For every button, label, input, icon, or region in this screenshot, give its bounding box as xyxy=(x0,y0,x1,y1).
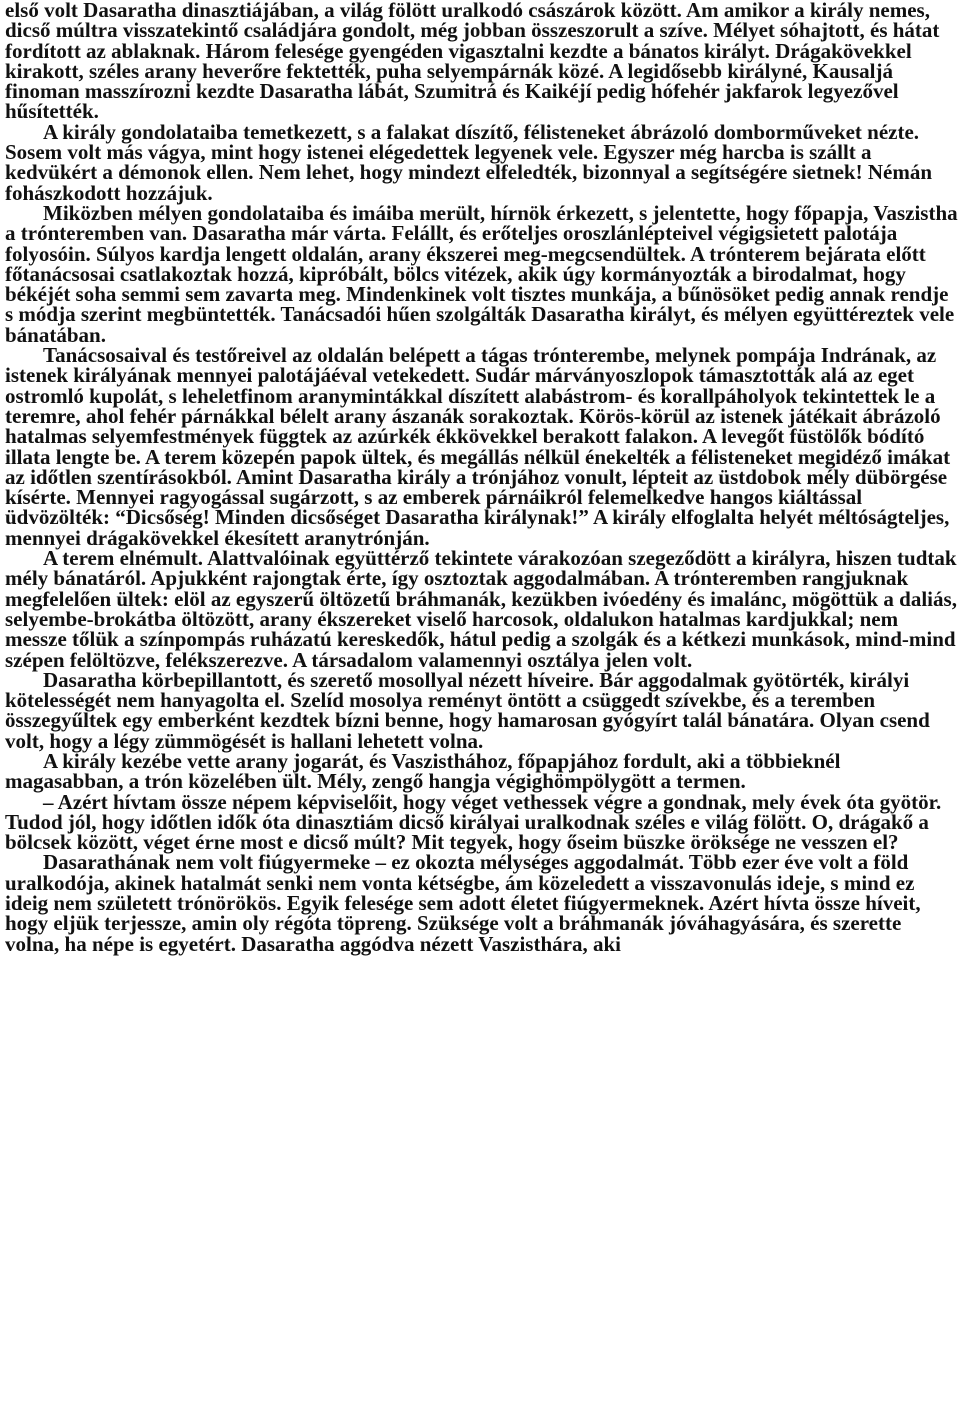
paragraph-5: A terem elnémult. Alattvalóinak együttérző tekintete várakozóan szegeződött a királyra, hiszen tudtak mély bánatáról. Apjukként rajongtak érte, így osztoztak aggodalmában. A trónteremben rangjuknak megfelelően ültek: elöl az egyszerű öltözetű bráhmanák, kezükben ivóedény és imalánc, mögöttük a daliás, selyembe-brokátba öltözött, arany ékszereket viselő harcosok, oldalukon hatalmas kardjukkal; nem messze tőlük a színpompás ruházatú kereskedők, hátul pedig a szolgák és a kétkezi munkások, mind-mind szépen felöltözve, felékszerezve. A társadalom valamennyi osztálya jelen volt. xyxy=(5,546,957,672)
paragraph-9: Dasarathának nem volt fiúgyermeke – ez okozta mélységes aggodalmát. Több ezer éve volt a föld uralkodója, akinek hatalmát senki nem vonta kétségbe, ám közeledett a visszavonulás ideje, s mind ez ideig nem született trónörökös. Egyik felesége sem adott életet fiúgyermeknek. Azért hívta össze híveit, hogy eljük terjessze, amin oly régóta töpreng. Szüksége volt a bráhmanák jóváhagyására, és szerette volna, ha népe is egyetért. Dasaratha aggódva nézett Vaszisthára, aki xyxy=(5,850,921,956)
paragraph-8: – Azért hívtam össze népem képviselőit, hogy véget vethessek végre a gondnak, mely évek óta gyötör. Tudod jól, hogy időtlen idők óta dinasztiám dicső királyai uralkodnak széles e világ fölött. O, drágakő a bölcsek között, véget érne most e dicső múlt? Mit tegyek, hogy őseim büszke öröksége ne vesszen el? xyxy=(5,789,942,855)
paragraph-6: Dasaratha körbepillantott, és szerető mosollyal nézett híveire. Bár aggodalmak gyötörték, királyi kötelességét nem hanyagolta el. Szelíd mosolya reményt öntött a csüggedt szívekbe, és a teremben összegyűltek egy emberként kezdtek bízni benne, hogy hamarosan gyógyírt talál bánatára. Olyan csend volt, hogy a légy zümmögését is hallani lehetett volna. xyxy=(5,667,930,753)
paragraph-3: Miközben mélyen gondolataiba és imáiba merült, hírnök érkezett, s jelentette, hogy főpapja, Vaszistha a trónteremben van. Dasaratha már várta. Felállt, és erőteljes oroszlánlépteivel végigsietett palotája folyosóin. Súlyos kardja lengett oldalán, arany ékszerei meg-megcsendültek. A trónterem bejárata előtt főtanácsosai csatlakoztak hozzá, kipróbált, bölcs vitézek, akik úgy kormányozták a birodalmat, hogy békéjét soha semmi sem zavarta meg. Mindenkinek volt tisztes munkája, a bűnösöket pedig annak rendje s módja szerint megbüntették. Tanácsadói hűen szolgálták Dasaratha királyt, és mélyen együttéreztek vele bánatában. xyxy=(5,200,958,347)
paragraph-7: A király kezébe vette arany jogarát, és Vaszisthához, főpapjához fordult, aki a többieknél magasabban, a trón közelében ült. Mély, zengő hangja végighömpölygött a termen. xyxy=(5,748,841,794)
paragraph-2: A király gondolataiba temetkezett, s a falakat díszítő, félisteneket ábrázoló domborműveket nézte. Sosem volt más vágya, mint hogy istenei elégedettek legyenek vele. Egyszer még harcba is szállt a kedvükért a démonok ellen. Nem lehet, hogy mindezt elfeledték, bizonnyal a segítségére sietnek! Némán fohászkodott hozzájuk. xyxy=(5,119,933,205)
paragraph-4: Tanácsosaival és testőreivel az oldalán belépett a tágas trónterembe, melynek pompája Indrának, az istenek királyának mennyei palotájáéval vetekedett. Sudár márványoszlopok támasztották alá az eget ostromló kupolát, s leheletfinom aranymintákkal díszített alabástrom- és korallpáholyok tekintettek le a teremre, ahol fehér párnákkal bélelt arany ászanák sorakoztak. Körös-körül az istenek játékait ábrázoló hatalmas selyemfestmények függtek az azúrkék ékkövekkel berakott falakon. A levegőt füstölők bódító illata lengte be. A terem közepén papok ültek, és megállás nélkül énekelték a félisteneket megidéző imákat az időtlen szentírásokból. Amint Dasaratha király a trónjához vonult, lépteit az üstdobok mély dübörgése kísérte. Mennyei ragyogással sugárzott, s az emberek párnáikról felemelkedve hangos kiáltással üdvözölték: “Dicsőség! Minden dicsőséget Dasaratha királynak!” A király elfoglalta helyét méltóságteljes, mennyei drágakövekkel ékesített aranytrónján. xyxy=(5,343,951,550)
paragraph-1: első volt Dasaratha dinasztiájában, a világ fölött uralkodó császárok között. Am amikor a király nemes, dicső múltra visszatekintő családjára gondolt, még jobban összeszorult a szíve. Mélyet sóhajtott, és hátat fordított az ablaknak. Három felesége gyengéden vigasztalni kezdte a bánatos királyt. Drágakövekkel kirakott, széles arany heverőre fektették, puha selyempárnák közé. A legidősebb királyné, Kausaljá finoman masszírozni kezdte Dasaratha lábát, Szumitrá és Kaikéjí pedig hófehér jakfarok legyezővel hűsítették. xyxy=(5,0,940,124)
